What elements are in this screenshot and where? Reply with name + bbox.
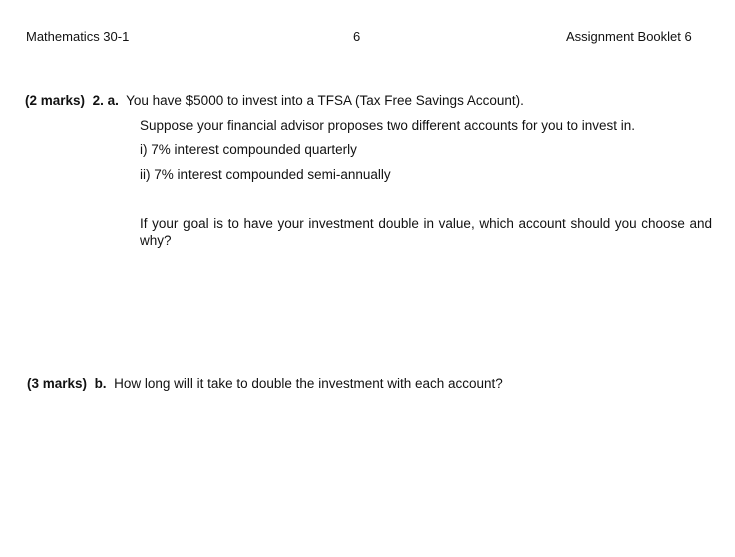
- question-2a-prompt: You have $5000 to invest into a TFSA (Tax Free Savings Account).: [126, 93, 524, 108]
- question-2b-line: [27, 376, 503, 391]
- question-2a-goal-text: If your goal is to have your investment double in value, which account should you choose and why?: [140, 216, 712, 248]
- course-title: Mathematics 30-1: [26, 29, 130, 44]
- question-2a-option-2: ii) 7% interest compounded semi-annually: [140, 167, 391, 182]
- booklet-title: Assignment Booklet 6: [566, 29, 692, 44]
- page-number: 6: [353, 29, 361, 44]
- question-2a-suppose-text: Suppose your financial advisor proposes two different accounts for you to invest in.: [140, 118, 636, 133]
- question-2a-option-1: i) 7% interest compounded quarterly: [140, 142, 357, 157]
- question-2b-prompt: How long will it take to double the investment with each account?: [114, 376, 503, 391]
- question-2b-marks: (3 marks): [27, 376, 88, 391]
- question-2a-marks: (2 marks): [25, 93, 86, 108]
- question-2b-label: b.: [94, 376, 107, 391]
- question-2a-line: [25, 93, 524, 108]
- question-2a-label: 2. a.: [92, 93, 119, 108]
